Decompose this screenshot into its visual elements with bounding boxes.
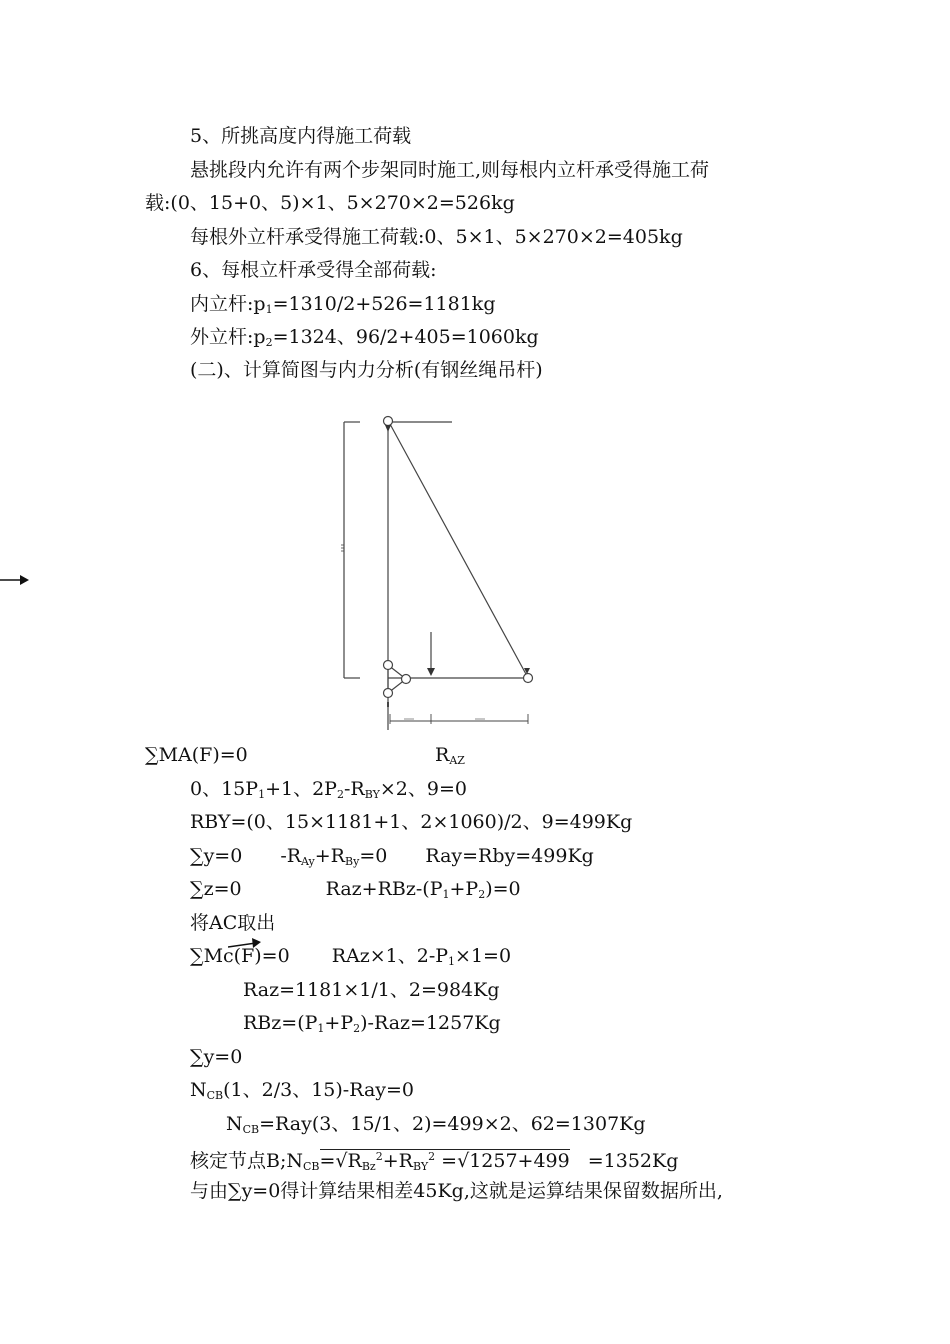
heading-total-load: 6、每根立杆承受得全部荷载: [190,259,437,281]
paragraph-line: 悬挑段内允许有两个步架同时施工,则每根内立杆承受得施工荷 [190,159,710,181]
outer-pole-load: 外立杆$:p_2=1324$、96/2+405=1060kg [190,326,539,349]
equation-line: $RBz=(P_1+P_2)-Raz=1257Kg$ [243,1012,501,1035]
node-check-line: 核定节点$B;N_{CB}=√R_{Bz}^2+R_{BY}^2 =√1257+499 =1352Kg$ [190,1150,679,1173]
equation-line: ∑Mc(F)=0 RAz×1、$2-P_1\times 1=0$ [190,945,512,968]
paragraph-line: 载:(0、15+0、5)×1、5×270×2=526kg [145,192,515,214]
paragraph-line: 与由∑y=0得计算结果相差45Kg,这就是运算结果保留数据所出, [190,1180,723,1202]
equation-line: $N_{CB}(1$、2/3、15)-Ray=0 [190,1079,415,1102]
cable [390,424,527,676]
equation-line: RBY=(0、15×1181+1、2×1060)/2、9=499Kg [190,811,633,833]
heading-construction-load: 5、所挑高度内得施工荷载 [190,125,412,147]
paragraph-line: 每根外立杆承受得施工荷载:0、5×1、5×270×2=405kg [190,226,683,248]
section-heading: (二)、计算简图与内力分析(有钢丝绳吊杆) [190,359,543,381]
paragraph-line: 将AC取出 [190,912,276,934]
equation-line: 0、$15P_1+1$、$2P_2-R_{BY}\times 2$、9=0 [190,778,467,801]
equation-line: ∑z=0 $Raz+RBz-(P_1+P_2)=0$ [190,878,521,901]
vector-arrow-icon [228,938,262,952]
reaction-label: $R_{AZ}$ [435,744,465,767]
equation-line: ∑y=0 $-R_{Ay}+R_{By}=0$ Ray=Rby=499Kg [190,845,594,868]
equation-line: Raz=1181×1/1、2=984Kg [243,979,500,1001]
equation-line: ∑y=0 [190,1046,243,1068]
moment-equation: ∑MA(F)=0 [145,744,248,766]
structural-diagram [330,410,560,740]
inner-pole-load: 内立杆$:p_1=1310/2+526=1181kg$ [190,293,496,316]
arrow-right-icon [0,572,30,588]
equation-line: $N_{CB}=Ray(3$、15/1、2)=499×2、62=1307Kg [226,1113,646,1136]
